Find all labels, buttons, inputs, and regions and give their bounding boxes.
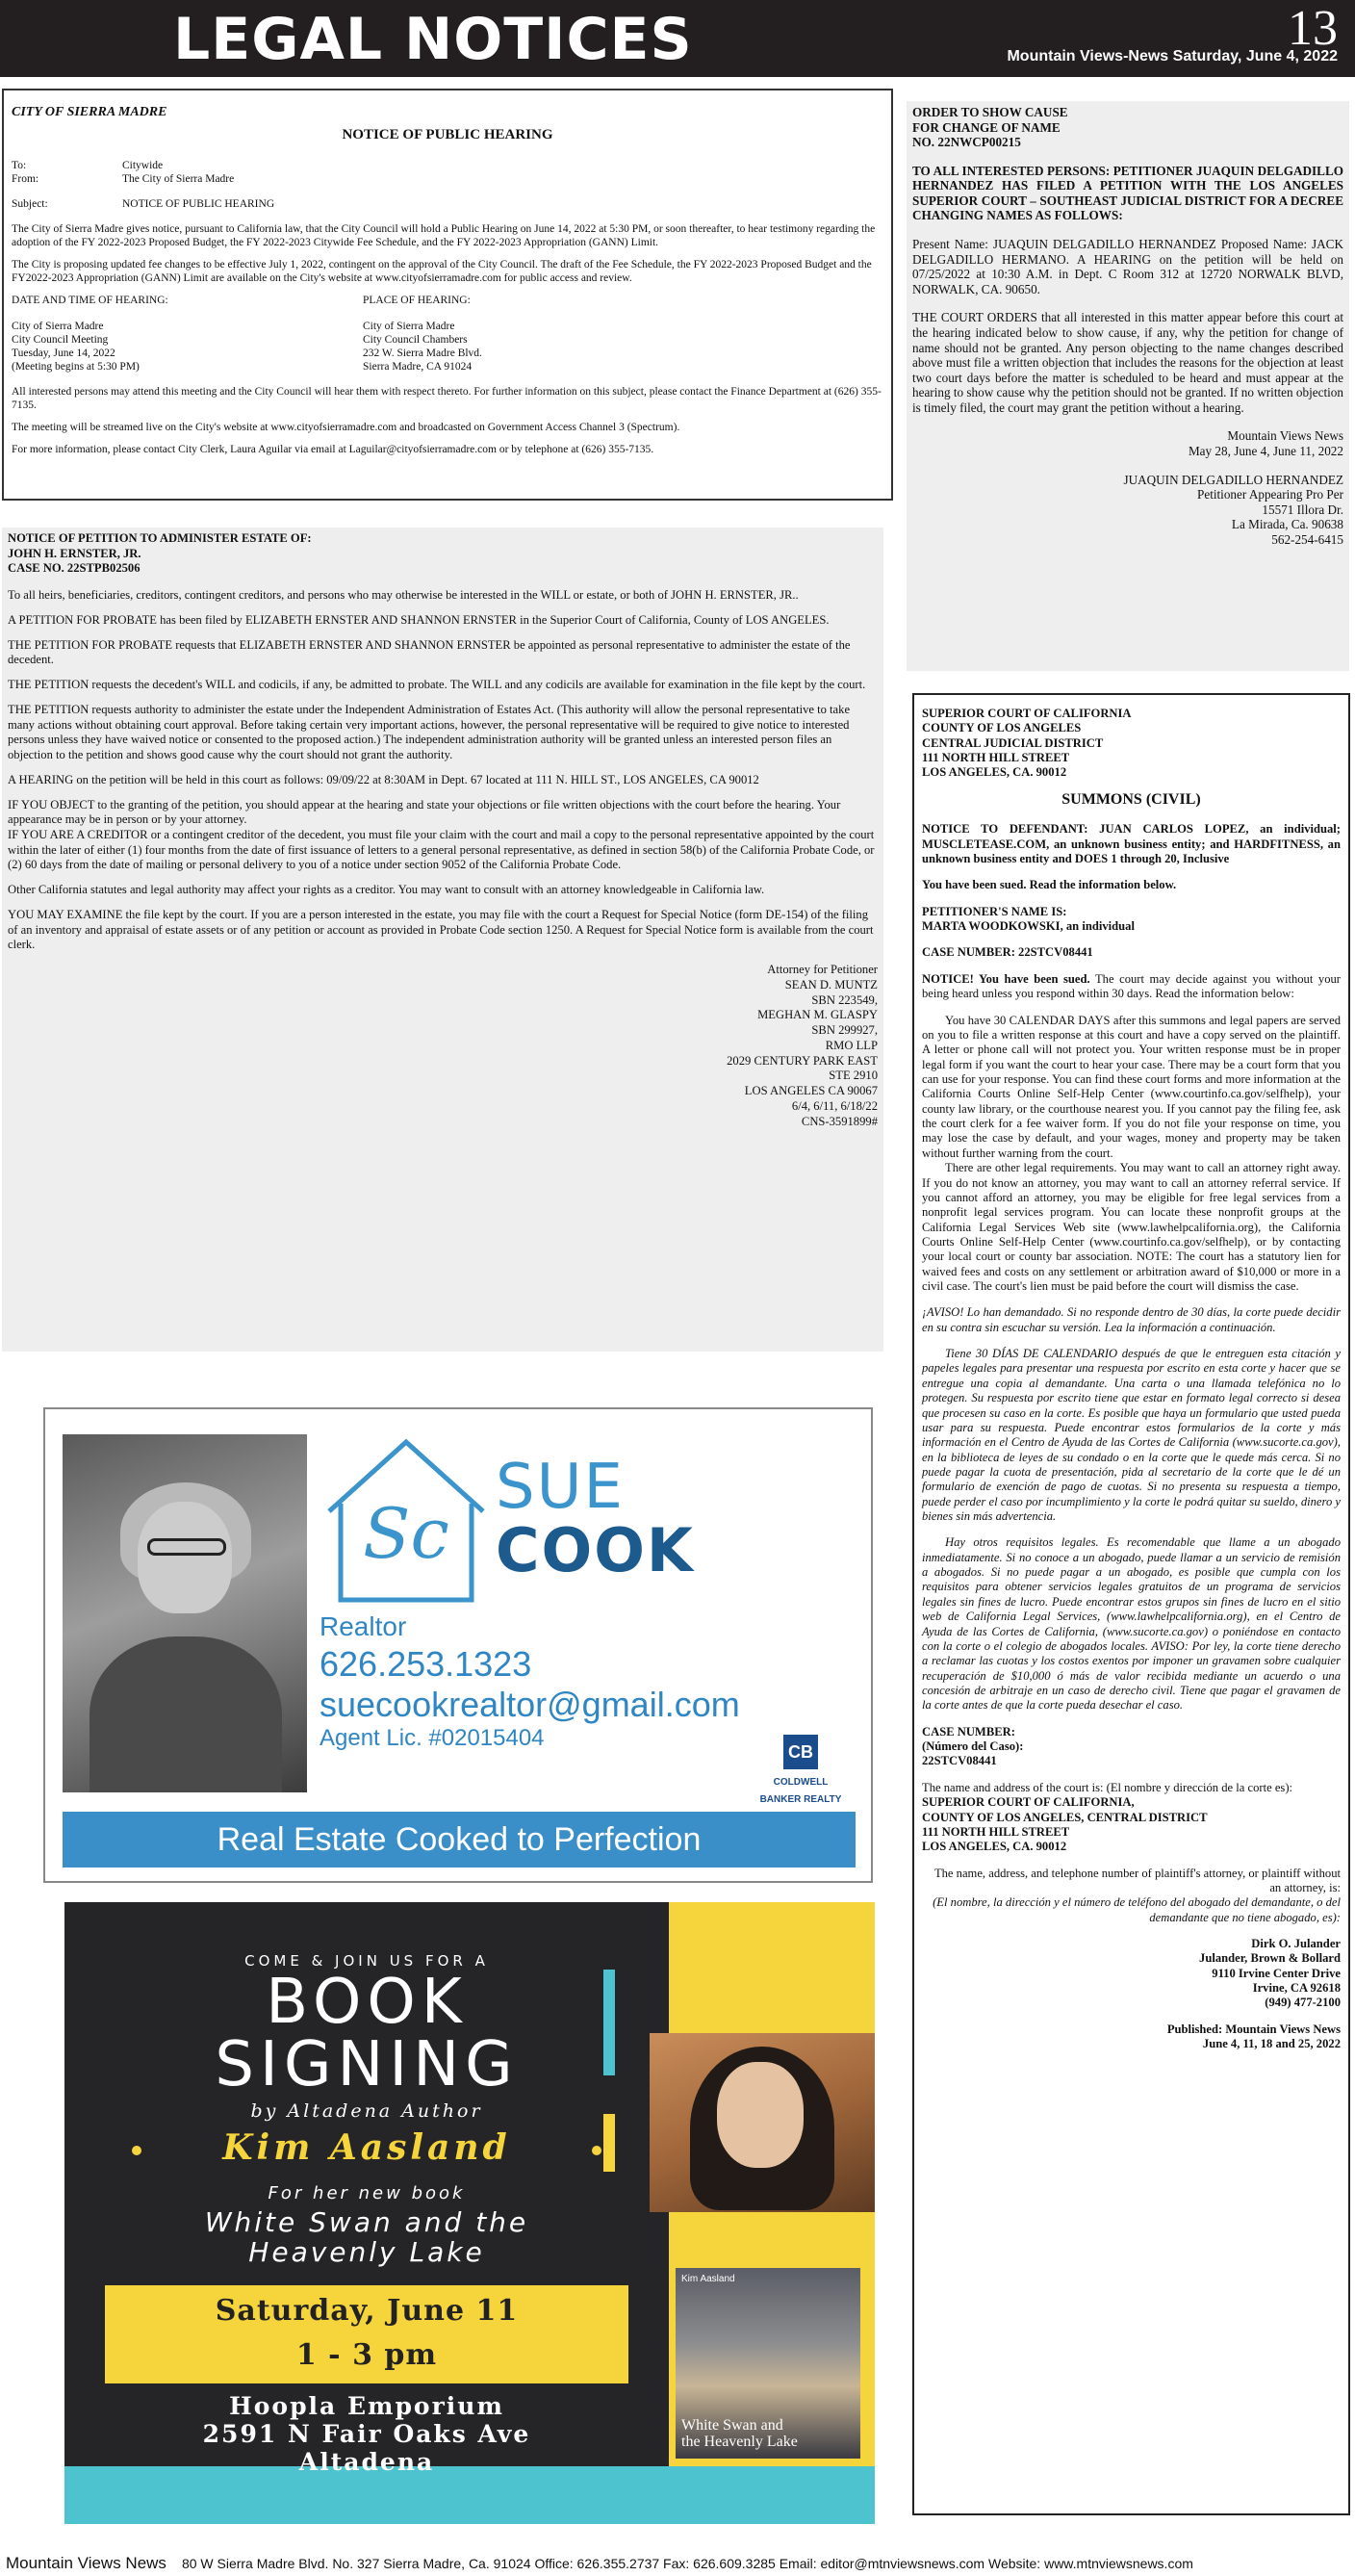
summons-court-address: SUPERIOR COURT OF CALIFORNIA, COUNTY OF LOS ANGELES, CENTRAL DISTRICT 111 NORTH HILL STREET LOS ANGELES, CA. 90012 (922, 1795, 1208, 1854)
probate-para-8: IF YOU ARE A CREDITOR or a contingent creditor of the decedent, you must file your claim with the court and mail a copy to the personal representative appointed by the court within the later of either (1) four months from the date of first issuance of letters to a general personal representative, as defined in section 58(b) of the California Probate Code, or (2) 60 days from the date of mailing or personal delivery to you of a notice under section 9052 of the California Probate Code. (8, 828, 875, 872)
hearing-from: From: The City of Sierra Madre (12, 173, 235, 186)
event-intro: COME & JOIN US FOR A (244, 1952, 489, 1970)
summons-case-number: CASE NUMBER: 22STCV08441 (922, 945, 1093, 960)
summons-english-2: There are other legal requirements. You may want to call an attorney right away. If you do not know an attorney, you may want to call an attorney referral service. If you cannot afford an attorney, you may be eligible for free legal services from a nonprofit legal services program. You can locate these nonprofit groups at the California Legal Services Web site (www.lawhelpcalifornia.org), the California Courts Online Self-Help Center (www.courtinfo.ca.gov/selfhelp), or by contacting your local court or county bar association. NOTE: The court has a statutory lien for waived fees and costs on any settlement or arbitration award of $10,000 or more in a civil case. The court's lien must be paid before the court will dismiss the case. (922, 1161, 1341, 1294)
summons-publication: Published: Mountain Views News June 4, 11, 18 and 25, 2022 (1166, 2022, 1341, 2051)
event-datetime: Saturday, June 11 1 - 3 pm (105, 2285, 628, 2383)
brokerage-logo (757, 1735, 844, 1807)
page-footer (0, 2551, 1355, 2576)
hearing-para-3: All interested persons may attend this meeting and the City Council will hear them with respect thereto. For further information on this subject, please contact the Finance Department at (626) 355-7135. (12, 385, 882, 411)
order-publication: Mountain Views News May 28, June 4, June 11, 2022 (1188, 428, 1343, 458)
probate-para-10: YOU MAY EXAMINE the file kept by the court. If you are a person interested in the estate, you may file with the court a Request for Special Notice (form DE-154) of the filing of an inventory and appraisal of estate assets or of any petition or account as provided in Probate Code section 1250. A Request for Special Notice form is available from the court clerk. (8, 907, 874, 952)
hearing-para-4: The meeting will be streamed live on the City's website at www.cityofsierramadre.com and broadcasted on Government Access Channel 3 (Spectrum). (12, 421, 680, 433)
hearing-para-1: The City of Sierra Madre gives notice, pursuant to California law, that the City Council will hold a Public Hearing on June 14, 2022 at 5:30 PM, or soon thereafter, to hear testimony regarding the adoption of the FY 2022-2023 Proposed Budget, the FY 2022-2023 Citywide Fee Schedule, and the FY 2022-2023 Appropriation (GANN) Limit. (12, 223, 876, 249)
event-byline: by Altadena Author (250, 2100, 483, 2122)
hearing-para-2: The City is proposing updated fee changes to be effective July 1, 2022, contingent on the approval of the City Council. The draft of the Fee Schedule, the FY 2022-2023 Proposed Budget and the FY2022-2023 Appropriation (GANN) Limit are available on the City's website at www.cityofsierramadre.com for public access and review. (12, 259, 872, 285)
event-for: For her new book (268, 2183, 466, 2203)
summons-court: SUPERIOR COURT OF CALIFORNIA COUNTY OF LOS ANGELES CENTRAL JUDICIAL DISTRICT 111 NORTH HILL STREET LOS ANGELES, CA. 90012 (922, 707, 1132, 780)
hearing-para-5: For more information, please contact City Clerk, Laura Aguilar via email at Laguilar@cityofsierramadre.com or by telephone at (626) 355-7135. (12, 443, 654, 455)
event-title: BOOK SIGNING (215, 1967, 519, 2101)
probate-para-5: THE PETITION requests authority to administer the estate under the Independent Administration of Estates Act. (This authority will allow the personal representative to take many actions without obtaining court approval. Before taking certain very important actions, however, the personal representative will be required to give notice to interested persons unless they have waived notice or consented to the proposed action.) The independent administration authority will be granted unless an interested person files an objection to the petition and shows good cause why the court should not grant the authority. (8, 702, 851, 762)
section-title: LEGAL NOTICES (173, 6, 693, 73)
brokerage-name: COLDWELL BANKER REALTY (759, 1777, 842, 1805)
probate-para-7: IF YOU OBJECT to the granting of the petition, you should appear at the hearing and state your objections or file written objections with the court before the hearing. Your appearance may be in person or by your attorney. (8, 797, 841, 827)
event-venue: Hoopla Emporium 2591 N Fair Oaks Ave Altadena (202, 2392, 531, 2476)
cover-author: Kim Aasland (681, 2274, 735, 2284)
footer-contact: 80 W Sierra Madre Blvd. No. 327 Sierra Madre, Ca. 91024 Office: 626.355.2737 Fax: 626.609.3285 Email: editor@mtnviewsnews.com Website: www.mtnviewsnews.com (181, 2556, 1193, 2571)
masthead (0, 0, 1355, 77)
realtor-photo (63, 1434, 307, 1792)
brokerage-mark: CB (783, 1735, 818, 1769)
book-cover (676, 2268, 860, 2459)
hearing-title: NOTICE OF PUBLIC HEARING (342, 127, 553, 143)
order-para-2: Present Name: JUAQUIN DELGADILLO HERNANDEZ Proposed Name: JACK DELGADILLO HERMANO. A HEARING on the petition will be held on 07/25/2022 at 10:30 A.M. in Dept. C Room 312 at 12720 NORWALK BLVD, NORWALK, CA. 90650. (912, 237, 1343, 296)
realtor-role: Realtor (320, 1611, 407, 1641)
hearing-city: CITY OF SIERRA MADRE (12, 105, 167, 119)
place-heading: PLACE OF HEARING: (363, 295, 471, 307)
page-number: 13 (1288, 1, 1338, 56)
footer-paper: Mountain Views News (6, 2554, 166, 2572)
summons-attorney-label-es: (El nombre, la dirección y el número de teléfono del abogado del demandante, o del demandante que no tiene abogado, es): (933, 1895, 1341, 1924)
order-petitioner: JUAQUIN DELGADILLO HERNANDEZ Petitioner Appearing Pro Per 15571 Illora Dr. La Mirada, Ca. 90638 562-254-6415 (1123, 472, 1343, 547)
summons-case-number-2: CASE NUMBER: (Número del Caso): 22STCV08441 (922, 1724, 1024, 1768)
realtor-ad (43, 1407, 873, 1883)
paper-date: Mountain Views-News Saturday, June 4, 2022 (1007, 48, 1338, 64)
summons-defendant: NOTICE TO DEFENDANT: JUAN CARLOS LOPEZ, an individual; MUSCLETEASE.COM, an unknown business entity; and HARDFITNESS, an unknown business entity and DOES 1 through 20, Inclusive (922, 822, 1341, 866)
probate-para-3: THE PETITION FOR PROBATE requests that ELIZABETH ERNSTER AND SHANNON ERNSTER be appointed as personal representative to administer the estate of the decedent. (8, 637, 851, 667)
summons-plaintiff: PETITIONER'S NAME IS: MARTA WOODKOWSKI, an individual (922, 904, 1135, 934)
house-logo-icon (320, 1434, 493, 1608)
author-photo (650, 2033, 875, 2212)
realtor-tagline: Real Estate Cooked to Perfection (63, 1812, 856, 1868)
summons-notice: NOTICE! You have been sued. The court may decide against you without your being heard unless you respond within 30 days. Read the information below: (922, 971, 1341, 1001)
public-hearing-notice (2, 89, 893, 501)
realtor-email: suecookrealtor@gmail.com (320, 1685, 740, 1724)
probate-heading: NOTICE OF PETITION TO ADMINISTER ESTATE OF: JOHN H. ERNSTER, JR. CASE NO. 22STPB02506 (8, 531, 312, 576)
logo-letters: Sc (363, 1493, 449, 1574)
hearing-subject: Subject: NOTICE OF PUBLIC HEARING (12, 198, 275, 211)
probate-notice (2, 528, 883, 1352)
book-signing-ad (64, 1902, 875, 2524)
hearing-date-place (12, 294, 883, 373)
realtor-first-name: SUE (496, 1452, 625, 1523)
summons-english-1: You have 30 CALENDAR DAYS after this summons and legal papers are served on you to file a written response at this court and have a copy served on the plaintiff. A letter or phone call will not protect you. Your written response must be in proper legal form if you want the court to hear your case. There may be a court form that you can use for your response. You can find these court forms and more information at the California Courts Online Self-Help Center (www.courtinfo.ca.gov/selfhelp), your county law library, or the courthouse nearest you. If you cannot pay the filing fee, ask the court clerk for a fee waiver form. If you do not file your response on time, you may lose the case by default, and your wages, money and property may be taken without further warning from the court. (922, 1013, 1341, 1160)
summons-attorney-label: The name, address, and telephone number of plaintiff's attorney, or plaintiff without an attorney, is: (933, 1866, 1341, 1894)
probate-para-2: A PETITION FOR PROBATE has been filed by ELIZABETH ERNSTER AND SHANNON ERNSTER in the Superior Court of California, County of LOS ANGELES. (8, 612, 830, 627)
probate-para-4: THE PETITION requests the decedent's WILL and codicils, if any, be admitted to probate. The WILL and any codicils are available for examination in the file kept by the court. (8, 678, 866, 692)
summons-notice (912, 693, 1350, 2515)
realtor-license: Agent Lic. #02015404 (320, 1725, 545, 1751)
summons-spanish-0: ¡AVISO! Lo han demandado. Si no responde dentro de 30 días, la corte puede decidir en su contra sin escuchar su versión. Lea la información a continuación. (922, 1305, 1341, 1334)
date-heading: DATE AND TIME OF HEARING: (12, 295, 168, 307)
hearing-to: To: Citywide (12, 160, 164, 172)
date-lines: City of Sierra Madre City Council Meeting Tuesday, June 14, 2022 (Meeting begins at 5:30 PM) (12, 320, 140, 373)
order-heading: ORDER TO SHOW CAUSE FOR CHANGE OF NAME NO. 22NWCP00215 (912, 105, 1068, 150)
cover-title: White Swan and the Heavenly Lake (681, 2417, 798, 2451)
place-lines: City of Sierra Madre City Council Chambers 232 W. Sierra Madre Blvd. Sierra Madre, CA 91024 (363, 320, 482, 373)
probate-attorney: Attorney for Petitioner SEAN D. MUNTZ SBN 223549, MEGHAN M. GLASPY SBN 299927, RMO LLP 2029 CENTURY PARK EAST STE 2910 LOS ANGELES CA 90067 6/4, 6/11, 6/18/22 CNS-3591899# (727, 963, 878, 1128)
order-para-3: THE COURT ORDERS that all interested in this matter appear before this court at the hearing indicated below to show cause, if any, why the petition for change of name should not be granted. Any person objecting to the name changes described above must file a written objection that includes the reasons for the objection at least two court days before the matter is scheduled to be heard and must appear at the hearing to show cause why the petition should not be granted. If no written objection is timely filed, the court may grant the petition without a hearing. (912, 310, 1343, 415)
event-author: Kim Aasland (222, 2127, 511, 2168)
probate-para-6: A HEARING on the petition will be held in this court as follows: 09/09/22 at 8:30AM in Dept. 67 located at 111 N. HILL ST., LOS ANGELES, CA 90012 (8, 772, 759, 786)
summons-spanish-1: Tiene 30 DÍAS DE CALENDARIO después de que le entreguen esta citación y papeles legales para presentar una respuesta por escrito en esta corte y hacer que se entregue una copia al demandante. Una carta o una llamada telefónica no lo protegen. Su respuesta por escrito tiene que estar en formato legal correcto si desea que procesen su caso en la corte. Es posible que haya un formulario que usted pueda usar para su respuesta. Puede encontrar estos formularios de la corte y más información en el Centro de Ayuda de las Cortes de California (www.sucorte.ca.gov), en la biblioteca de leyes de su condado o en la corte que le quede más cerca. Si no puede pagar la cuota de presentación, pida al secretario de la corte que le dé un formulario de exención de pago de cuotas. Si no presenta su respuesta a tiempo, puede perder el caso por incumplimiento y la corte le podrá quitar su sueldo, dinero y bienes sin más advertencia. (922, 1347, 1341, 1524)
summons-spanish-2: Hay otros requisitos legales. Es recomendable que llame a un abogado inmediatamente. Si no conoce a un abogado, puede llamar a un servicio de remisión a abogados. Si no puede pagar a un abogado, es posible que cumpla con los requisitos para obtener servicios legales gratuitos de un programa de servicios legales sin fines de lucro. Puede encontrar estos grupos sin fines de lucro en el sitio web de California Legal Services, (www.lawhelpcalifornia.org), en el Centro de Ayuda de las Cortes de California, (www.sucorte.ca.gov) o poniéndose en contacto con la corte o el colegio de abogados locales. AVISO: Por ley, la corte tiene derecho a reclamar las cuotas y los costos exentos por imponer un gravamen sobre cualquier recuperación de $10,000 ó más de valor recibida mediante un acuerdo o una concesión de arbitraje en un caso de derecho civil. Tiene que pagar el gravamen de la corte antes de que la corte pueda desechar el caso. (922, 1535, 1341, 1713)
summons-sued: You have been sued. Read the information below. (922, 878, 1177, 892)
book-title: White Swan and the Heavenly Lake (204, 2206, 529, 2268)
realtor-phone: 626.253.1323 (320, 1644, 532, 1684)
realtor-last-name: COOK (496, 1515, 695, 1585)
summons-court-address-label: The name and address of the court is: (El nombre y dirección de la corte es): (922, 1780, 1293, 1794)
probate-para-9: Other California statutes and legal authority may affect your rights as a creditor. You may want to consult with an attorney knowledgeable in California law. (8, 883, 765, 897)
name-change-notice (907, 101, 1349, 671)
summons-attorney: Dirk O. Julander Julander, Brown & Bollard 9110 Irvine Center Drive Irvine, CA 92618 (949) 477-2100 (1199, 1937, 1341, 2010)
order-para-1: TO ALL INTERESTED PERSONS: PETITIONER JUAQUIN DELGADILLO HERNANDEZ HAS FILED A PETITION WITH THE LOS ANGELES SUPERIOR COURT – SOUTHEAST JUDICIAL DISTRICT FOR A DECREE CHANGING NAMES AS FOLLOWS: (912, 163, 1343, 223)
probate-para-1: To all heirs, beneficiaries, creditors, contingent creditors, and persons who may otherwise be interested in the WILL or estate, or both of JOHN H. ERNSTER, JR.. (8, 588, 799, 603)
summons-title: SUMMONS (CIVIL) (1061, 790, 1201, 808)
